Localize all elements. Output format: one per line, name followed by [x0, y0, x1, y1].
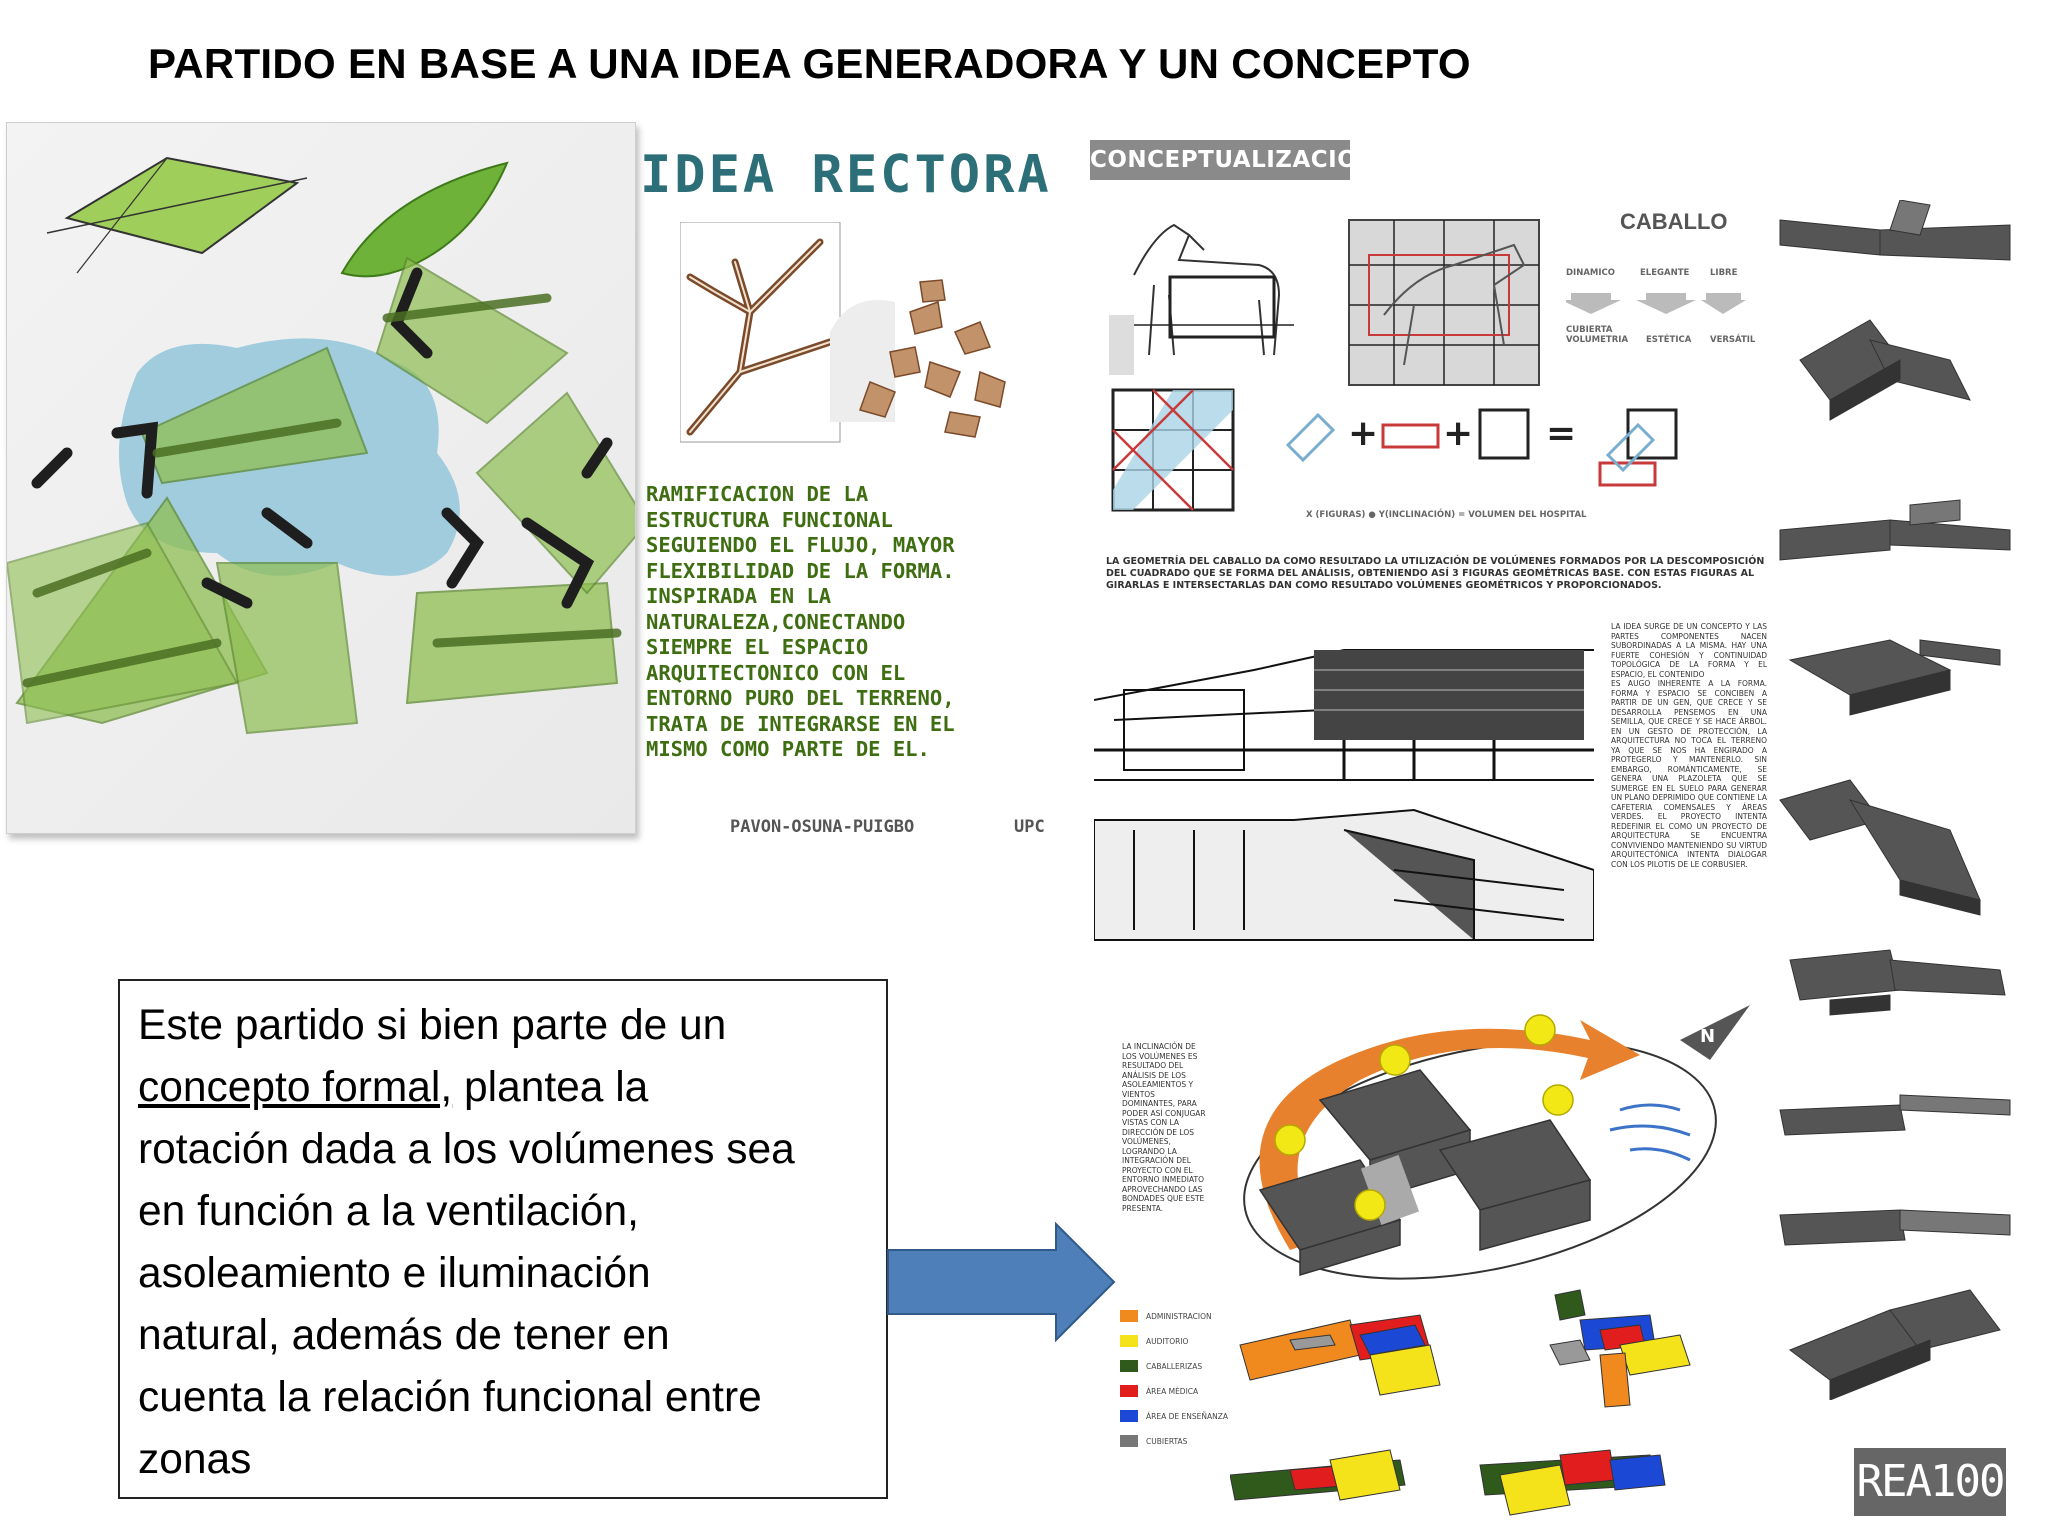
partido-explanation-box [118, 979, 888, 1499]
legend-item [1120, 1335, 1230, 1347]
geometry-composition [1108, 385, 1708, 515]
quality-elegante: ELEGANTE [1640, 268, 1690, 278]
down-arrows-icons [1566, 288, 1746, 316]
legend-item [1120, 1385, 1230, 1397]
svg-text:+: + [1348, 413, 1379, 454]
legend-label: ÁREA MÉDICA [1146, 1386, 1199, 1396]
explanation-line: natural, además de tener en [138, 1312, 670, 1359]
quality-libre: LIBRE [1710, 268, 1738, 278]
result-estetica: ESTÉTICA [1646, 335, 1692, 345]
underlined-concept: concepto formal, [138, 1064, 453, 1111]
legend-label: CABALLERIZAS [1146, 1361, 1203, 1371]
explanation-line: en función a la ventilación, [138, 1188, 639, 1235]
authors-credit: PAVON-OSUNA-PUIGBO [730, 817, 915, 837]
explanation-line: zonas [138, 1436, 252, 1483]
legend-item [1120, 1410, 1230, 1422]
explanation-line [138, 1057, 868, 1119]
legend-swatch [1120, 1435, 1138, 1447]
horse-analysis-sketches [1094, 205, 1542, 390]
zoning-volumes [1230, 1285, 1790, 1525]
rea100-logo: REA100 [1854, 1448, 2006, 1516]
branch-sketch-image [680, 222, 1020, 447]
svg-text:+: + [1443, 413, 1474, 454]
page-title: PARTIDO EN BASE A UNA IDEA GENERADORA Y UN CONCEPTO [148, 40, 1471, 87]
sun-path-diagram [1210, 1000, 1770, 1280]
result-versatil: VERSÁTIL [1710, 335, 1756, 345]
svg-text:=: = [1546, 413, 1577, 454]
concept-side-text: LA IDEA SURGE DE UN CONCEPTO Y LAS PARTES COMPONENTES NACEN SUBORDINADAS A LA MISMA. HAY UNA FUERTE COHESIÓN Y CONTINUIDAD TOPOLÓGICA DE LA FORMA Y EL ESPACIO, EL CONTENIDO ES AUGO INHERENTE A LA FORMA. FORMA Y ESPACIO SE CONCIBEN A PARTIR DE UN GEN, QUE CRECE Y SE DESARROLLA PENSEMOS EN UNA SEMILLA, QUE CRECE Y SE HACE ÁRBOL. EN UN GESTO DE PROTECCIÓN, LA ARQUITECTURA NO TOCA EL TERRENO YA QUE SE NOS HA ENGIRADO A PROTEGERLO Y MANTENERLO. SIN EMBARGO, ROMÁNTICAMENTE, SE GENERA UNA PLAZOLETA QUE SE SUMERGE EN EL SUELO PARA GENERAR UN PLANO DEPRIMIDO QUE CONTIENE LA CAFETERIA COMENSALES Y ÁREAS VERDES. EL PROYECTO INTENTA REDEFINIR EL COMO UN PROYECTO DE ARQUITECTURA SE ENCUENTRA CONVIVIENDO MANTENIENDO SU VIRTUD ARQUITECTÓNICA INTENTA DIALOGAR CON LOS PILOTIS DE LE CORBUSIER. [1611, 622, 1767, 869]
inclination-text: LA INCLINACIÓN DE LOS VOLÚMENES ES RESULTADO DEL ANÁLISIS DE LOS ASOLEAMIENTOS Y VIENTOS DOMINANTES, PARA PODER ASÍ CONJUGAR VISTAS CON LA DIRECCIÓN DE LOS VOLÚMENES, LOGRANDO LA INTEGRACIÓN DEL PROYECTO CON EL ENTORNO INMEDIATO APROVECHANDO LAS BONDADES QUE ESTE PRESENTA. [1122, 1042, 1206, 1213]
right-arrow-icon [886, 1222, 1116, 1342]
idea-rectora-heading: IDEA RECTORA [640, 145, 1052, 205]
legend-swatch [1120, 1335, 1138, 1347]
school-credit: UPC [1014, 817, 1045, 837]
building-sketches [1094, 630, 1594, 950]
explanation-line: rotación dada a los volúmenes sea [138, 1126, 795, 1173]
explanation-line: Este partido si bien parte de un [138, 1002, 727, 1049]
legend-label: AUDITORIO [1146, 1336, 1189, 1346]
explanation-line: cuenta la relación funcional entre [138, 1374, 762, 1421]
legend-label: CUBIERTAS [1146, 1436, 1188, 1446]
legend-swatch [1120, 1310, 1138, 1322]
zoning-legend [1120, 1310, 1230, 1460]
legend-swatch [1120, 1410, 1138, 1422]
quality-dinamico: DINAMICO [1566, 268, 1615, 278]
conceptualizacion-header: CONCEPTUALIZACION [1090, 140, 1350, 180]
legend-item [1120, 1360, 1230, 1372]
idea-description: RAMIFICACION DE LA ESTRUCTURA FUNCIONAL SEGUIENDO EL FLUJO, MAYOR FLEXIBILIDAD DE LA FORMA. INSPIRADA EN LA NATURALEZA,CONECTANDO SIEMPRE EL ESPACIO ARQUITECTONICO CON EL ENTORNO PURO DEL TERRENO, TRATA DE INTEGRARSE EN EL MISMO COMO PARTE DE EL. [646, 482, 955, 761]
caballo-label: CABALLO [1620, 209, 1728, 234]
result-cubierta: CUBIERTA VOLUMETRIA [1566, 325, 1629, 345]
watercolor-sketch-image [7, 123, 635, 833]
explanation-line: asoleamiento e iluminación [138, 1250, 651, 1297]
north-label: N [1700, 1026, 1716, 1047]
legend-label: ÁREA DE ENSEÑANZA [1146, 1411, 1228, 1421]
concept-sketch [6, 122, 636, 834]
explanation-line-rest: plantea la [452, 1064, 649, 1111]
legend-item [1120, 1435, 1230, 1447]
volume-studies [1770, 200, 2020, 1400]
legend-swatch [1120, 1385, 1138, 1397]
formula-text: X (FIGURAS) ● Y(INCLINACIÓN) = VOLUMEN DEL HOSPITAL [1306, 510, 1587, 520]
legend-label: ADMINISTRACION [1146, 1311, 1212, 1321]
geometry-description: LA GEOMETRÍA DEL CABALLO DA COMO RESULTADO LA UTILIZACIÓN DE VOLÚMENES FORMADOS POR LA DESCOMPOSICIÓN DEL CUADRADO QUE SE FORMA DEL ANÁLISIS, OBTENIENDO ASÍ 3 FIGURAS GEOMÉTRICAS BASE. CON ESTAS FIGURAS AL GIRARLAS E INTERSECTARLAS DAN COMO RESULTADO VOLÚMENES GEOMÉTRICOS Y PROPORCIONADOS. [1106, 556, 1765, 591]
legend-swatch [1120, 1360, 1138, 1372]
legend-item [1120, 1310, 1230, 1322]
